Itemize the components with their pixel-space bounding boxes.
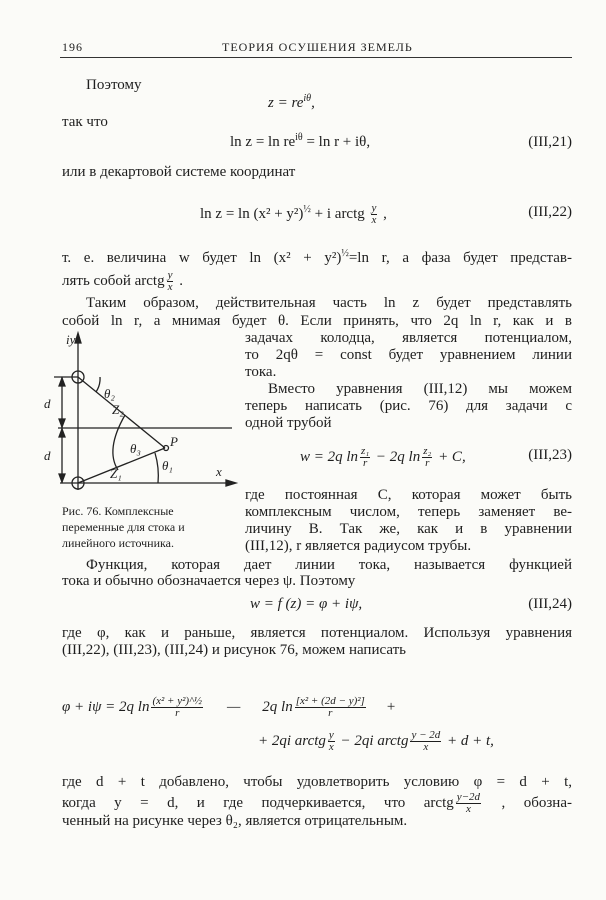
text-line: то 2qθ = const будет уравнением линии	[245, 347, 572, 363]
page-number: 196	[62, 40, 83, 54]
text-line: задачах колодца, является потенциалом,	[245, 330, 572, 346]
theta3-arc	[113, 415, 125, 470]
text-line: теперь написать (рис. 76) для задачи с	[245, 398, 572, 414]
text-line: (III,12), r является радиусом трубы.	[245, 538, 472, 554]
text-line: (III,22), (III,23), (III,24) и рисунок 76, можем написать	[62, 642, 406, 658]
iy-label: iy	[66, 332, 76, 347]
text-line: где φ, как и раньше, является потенциалом. Используя уравнения	[62, 625, 572, 641]
equation-big-line1: φ + iψ = 2q ln $\frac{\text{(x² + y²)\textasciicircum{}½}}{r}$ — 2q ln $\frac{\text{[x² + (2d − y)²]}}{r}$ +	[62, 695, 396, 719]
text-line: одной трубой	[245, 415, 332, 431]
text-line: Поэтому	[86, 77, 142, 93]
text-line: Таким образом, действительная часть ln z будет представлять	[86, 295, 572, 311]
figure-caption: Рис. 76. Комплексные	[62, 504, 174, 518]
text-line: где d + t добавлено, чтобы удовлетворить условию φ = d + t,	[62, 774, 572, 790]
text-line: т. е. величина w будет $\ln (x^2 + y^2)^{\frac{1}{2}}=\ln$ r, а фаза будет представ-	[62, 248, 572, 266]
equation-big-line2: + 2qi arctg $\frac{y}{x}$ − 2qi arctg $\frac{y - 2d}{x}$ + d + t,	[258, 729, 494, 753]
figure-caption: линейного источника.	[62, 536, 175, 550]
text-line: Функция, которая дает линии тока, называется функцией	[86, 557, 572, 573]
theta2-label: θ₂	[104, 386, 115, 401]
theta3-label: θ₃	[130, 441, 141, 456]
equation-III-22: $\ln z = \ln (x^2 + y^2)^{\frac{1}{2}} + i$ arctg $\frac{y}{x}$ ,	[200, 202, 387, 226]
equation-III-21: $\ln z = \ln re^{i\theta} = \ln r + i\theta$,	[230, 132, 371, 150]
theta1-arc	[155, 453, 158, 483]
z2-label: Z₂	[112, 402, 124, 417]
text-line: ченный на рисунке через θ₂, является отрицательным.	[62, 813, 408, 829]
text-line: тока.	[245, 364, 277, 380]
equation-label: (III,22)	[528, 204, 572, 220]
text-line: так что	[62, 114, 108, 130]
d-top-label: d	[44, 396, 51, 411]
text-line: тока и обычно обозначается через ψ. Поэтому	[62, 573, 356, 589]
text-line: когда y = d, и где подчеркивается, что arctg $\frac{y-2d}{x}$ , обозна-	[62, 791, 572, 815]
equation-label: (III,21)	[528, 134, 572, 150]
p-label: P	[170, 434, 178, 449]
theta1-label: θ₁	[162, 458, 173, 473]
text-line: Вместо уравнения (III,12) мы можем	[268, 381, 572, 397]
theta2-arc	[96, 377, 100, 392]
z1-label: Z₁	[110, 466, 122, 481]
text-line: собой ln r, а мнимая будет θ. Если принять, что 2q ln r, как и в	[62, 313, 572, 329]
d-bottom-label: d	[44, 448, 51, 463]
equation-z: $z = re^{i\theta}$,	[268, 93, 315, 111]
x-arrow	[226, 480, 236, 486]
text-line: или в декартовой системе координат	[62, 164, 296, 180]
text-line: комплексным числом, теперь заменяет ве-	[245, 504, 572, 520]
figure-caption: переменные для стока и	[62, 520, 185, 534]
equation-label: (III,23)	[528, 447, 572, 463]
figure-76-diagram	[40, 330, 240, 510]
running-title: ТЕОРИЯ ОСУШЕНИЯ ЗЕМЕЛЬ	[222, 40, 413, 54]
text-line: личину B. Так же, как и в уравнении	[245, 521, 572, 537]
iy-arrow	[75, 333, 81, 343]
x-label: x	[216, 464, 222, 479]
text-line: где постоянная C, которая может быть	[245, 487, 572, 503]
text-line: лять собой arctg $\frac{y}{x}$ .	[62, 269, 183, 293]
equation-III-23: w = 2q ln $\frac{\text{z₁}}{r}$ − 2q ln $\frac{\text{z₂}}{r}$ + C,	[300, 445, 466, 469]
equation-label: (III,24)	[528, 596, 572, 612]
equation-III-24: w = f (z) = φ + iψ,	[250, 596, 363, 612]
header-rule	[60, 57, 572, 58]
